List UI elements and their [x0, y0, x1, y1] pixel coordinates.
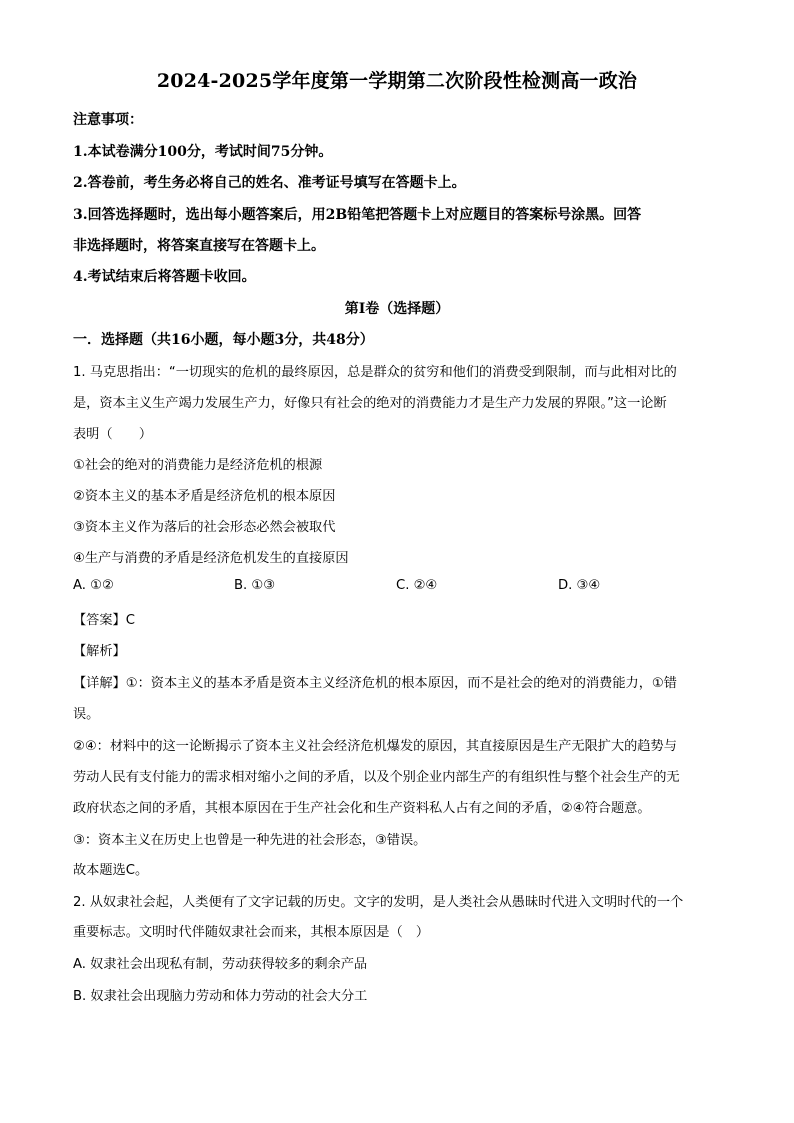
q1-option-c: C. ②④: [396, 578, 438, 593]
q1-detail-line-2: 误。: [73, 707, 100, 722]
notice-item-1: 1.本试卷满分100分，考试时间75分钟。: [73, 144, 333, 160]
q2-option-a: A. 奴隶社会出现私有制，劳动获得较多的剩余产品: [73, 957, 368, 972]
q1-stem-line-1: 1. 马克思指出：“一切现实的危机的最终原因，总是群众的贫穷和他们的消费受到限制，而与此相对比的: [73, 365, 677, 380]
q1-statement-4: ④生产与消费的矛盾是经济危机发生的直接原因: [73, 551, 349, 566]
q1-analysis-label: 【解析】: [73, 644, 126, 659]
part-title: 一．选择题（共16小题，每小题3分，共48分）: [73, 332, 374, 348]
q1-option-a: A. ①②: [73, 578, 114, 593]
q2-option-b: B. 奴隶社会出现脑力劳动和体力劳动的社会大分工: [73, 989, 368, 1004]
notice-item-3-cont: 非选择题时，将答案直接写在答题卡上。: [73, 238, 325, 254]
q1-option-d: D. ③④: [558, 578, 601, 593]
volume-title: 第Ⅰ卷（选择题）: [344, 301, 450, 317]
notice-heading: 注意事项：: [73, 112, 143, 128]
notice-item-2: 2.答卷前，考生务必将自己的姓名、准考证号填写在答题卡上。: [73, 175, 466, 191]
q1-statement-2: ②资本主义的基本矛盾是经济危机的根本原因: [73, 489, 336, 504]
q1-option-b: B. ①③: [234, 578, 276, 593]
q1-detail-line-6: ③：资本主义在历史上也曾是一种先进的社会形态，③错误。: [73, 833, 427, 848]
q1-stem-line-2: 是，资本主义生产竭力发展生产力，好像只有社会的绝对的消费能力才是生产力发展的界限。”这一论断: [73, 396, 667, 411]
q1-statement-1: ①社会的绝对的消费能力是经济危机的根源: [73, 458, 323, 473]
q1-detail-line-7: 故本题选C。: [73, 863, 149, 878]
q1-detail-line-1: 【详解】①：资本主义的基本矛盾是资本主义经济危机的根本原因，而不是社会的绝对的消费能力，①错: [73, 676, 677, 691]
q2-stem-line-2: 重要标志。文明时代伴随奴隶社会而来，其根本原因是（ ）: [73, 925, 430, 940]
q1-stem-line-3: 表明（ ）: [73, 427, 153, 442]
q1-detail-line-3: ②④：材料中的这一论断揭示了资本主义社会经济危机爆发的原因，其直接原因是生产无限扩大的趋势与: [73, 739, 677, 754]
notice-item-3: 3.回答选择题时，选出每小题答案后，用2B铅笔把答题卡上对应题目的答案标号涂黑。回答: [73, 207, 642, 223]
page-title: 2024-2025学年度第一学期第二次阶段性检测高一政治: [156, 70, 638, 92]
q2-stem-line-1: 2. 从奴隶社会起，人类便有了文字记载的历史。文字的发明，是人类社会从愚昧时代进入文明时代的一个: [73, 895, 684, 910]
notice-item-4: 4.考试结束后将答题卡收回。: [73, 269, 256, 285]
q1-detail-line-5: 政府状态之间的矛盾，其根本原因在于生产社会化和生产资料私人占有之间的矛盾，②④符合题意。: [73, 801, 651, 816]
q1-answer: 【答案】C: [73, 613, 135, 628]
q1-statement-3: ③资本主义作为落后的社会形态必然会被取代: [73, 520, 336, 535]
q1-detail-line-4: 劳动人民有支付能力的需求相对缩小之间的矛盾，以及个别企业内部生产的有组织性与整个社会生产的无: [73, 770, 680, 785]
